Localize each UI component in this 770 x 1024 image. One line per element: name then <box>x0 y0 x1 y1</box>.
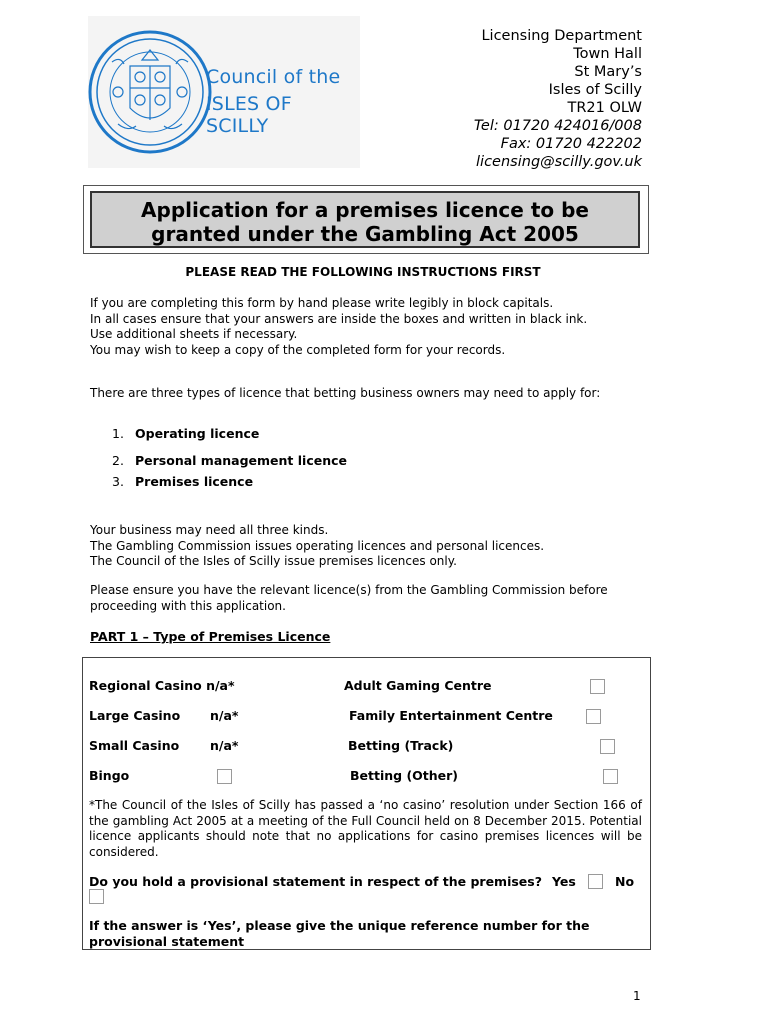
list-number: 2. <box>112 453 124 468</box>
adult-gaming-checkbox[interactable] <box>590 679 605 694</box>
casino-resolution-note: *The Council of the Isles of Scilly has passed a ‘no casino’ resolution under Section 166 of the gambling Act 2005 at a meeting of the Full Council held on 8 December 2015. Potential licence applicants should note that no applications for casino premises licences will be considered. <box>89 798 642 859</box>
instruction-line: If you are completing this form by hand please write legibly in block capitals. <box>90 296 554 310</box>
small-casino-na: n/a* <box>210 738 239 753</box>
business-paragraph <box>90 523 544 570</box>
address-line: St Mary’s <box>574 64 642 80</box>
council-seal-icon <box>88 16 360 168</box>
list-label: Personal management licence <box>135 453 347 468</box>
part1-heading: PART 1 – Type of Premises Licence <box>90 629 331 644</box>
instruction-line: In all cases ensure that your answers are inside the boxes and written in black ink. <box>90 311 588 326</box>
instruction-line: You may wish to keep a copy of the completed form for your records. <box>90 342 506 357</box>
reference-question-line: provisional statement <box>89 933 245 949</box>
telephone: Tel: 01720 424016/008 <box>473 118 642 134</box>
title-box <box>83 185 649 254</box>
yes-checkbox[interactable] <box>588 874 603 889</box>
instructions-heading: PLEASE READ THE FOLLOWING INSTRUCTIONS FIRST <box>185 265 541 279</box>
list-number: 3. <box>112 474 124 489</box>
fax: Fax: 01720 422202 <box>500 136 642 152</box>
paragraph-line: Your business may need all three kinds. <box>90 523 329 537</box>
no-checkbox[interactable] <box>89 889 104 904</box>
address-block <box>474 27 642 171</box>
title-line-1: Application for a premises licence to be <box>141 198 589 222</box>
title-panel <box>90 191 640 248</box>
instruction-line: Use additional sheets if necessary. <box>90 327 298 341</box>
betting-other-checkbox[interactable] <box>603 769 618 784</box>
department-name: Licensing Department <box>481 28 642 44</box>
list-label: Premises licence <box>135 474 254 489</box>
bingo-label: Bingo <box>89 768 130 783</box>
page-title <box>92 198 638 246</box>
logo-text-line1: Council of the <box>206 66 341 88</box>
postcode: TR21 OLW <box>567 100 642 116</box>
betting-track-label: Betting (Track) <box>348 738 454 753</box>
paragraph-line: proceeding with this application. <box>90 598 286 613</box>
family-entertainment-label: Family Entertainment Centre <box>349 708 553 723</box>
list-label: Operating licence <box>135 426 260 441</box>
small-casino-label: Small Casino <box>89 738 180 753</box>
large-casino-label: Large Casino <box>89 708 181 723</box>
bingo-checkbox[interactable] <box>217 769 232 784</box>
address-line: Isles of Scilly <box>548 82 642 98</box>
address-line: Town Hall <box>573 46 642 62</box>
adult-gaming-label: Adult Gaming Centre <box>344 678 492 693</box>
provisional-question: Do you hold a provisional statement in respect of the premises? <box>89 874 542 889</box>
instructions-paragraph <box>90 296 587 358</box>
page-number: 1 <box>633 989 641 1003</box>
paragraph-line: The Gambling Commission issues operating licences and personal licences. <box>90 538 545 553</box>
list-number: 1. <box>112 426 124 441</box>
family-entertainment-checkbox[interactable] <box>586 709 601 724</box>
betting-other-label: Betting (Other) <box>350 768 459 783</box>
email-address: licensing@scilly.gov.uk <box>476 154 642 170</box>
council-logo <box>88 16 360 168</box>
regional-casino-label: Regional Casino n/a* <box>89 678 235 693</box>
ensure-paragraph <box>90 583 608 614</box>
reference-question <box>89 918 590 949</box>
yes-label: Yes <box>552 874 576 889</box>
title-line-2: granted under the Gambling Act 2005 <box>151 222 579 246</box>
logo-text-line2: ISLES OF SCILLY <box>206 93 292 137</box>
large-casino-na: n/a* <box>210 708 239 723</box>
no-label: No <box>615 874 635 889</box>
reference-question-line: If the answer is ‘Yes’, please give the unique reference number for the <box>89 918 590 933</box>
paragraph-line: The Council of the Isles of Scilly issue premises licences only. <box>90 554 457 568</box>
types-intro: There are three types of licence that betting business owners may need to apply for: <box>90 386 601 400</box>
betting-track-checkbox[interactable] <box>600 739 615 754</box>
paragraph-line: Please ensure you have the relevant licence(s) from the Gambling Commission before <box>90 583 608 597</box>
